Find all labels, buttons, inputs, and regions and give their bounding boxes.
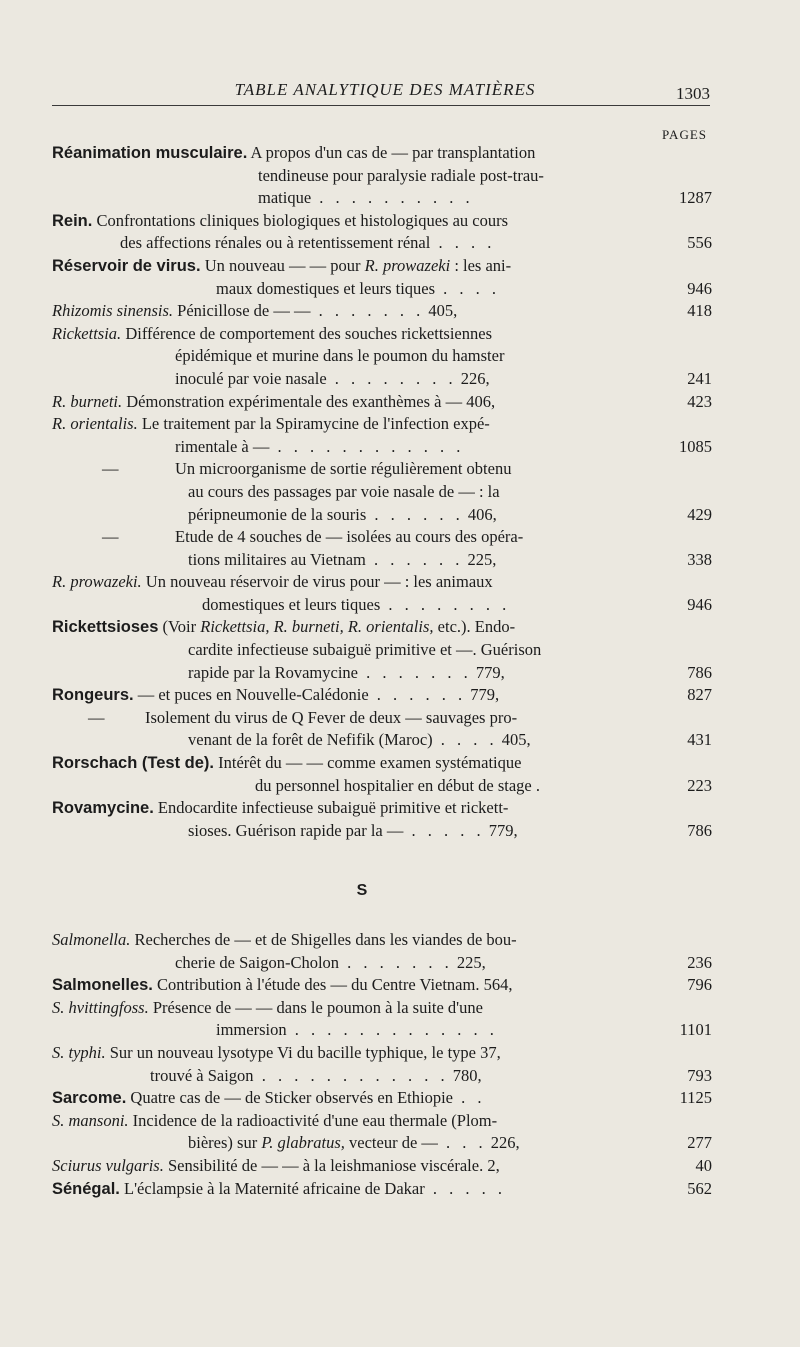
- index-entry: [52, 1087, 712, 1110]
- entry-heading: Rovamycine.: [52, 799, 154, 818]
- line-text: [52, 640, 541, 659]
- line-text: [52, 1111, 497, 1130]
- line-text: [52, 256, 511, 275]
- index-entry: [52, 142, 712, 210]
- leader-dots: . . . . . . . . . . . .: [253, 1065, 449, 1085]
- entry-text: Démonstration expérimentale des exanthèmes à — 406,: [122, 391, 496, 411]
- entry-line: [52, 1019, 712, 1042]
- page-reference: 429: [687, 504, 712, 524]
- line-text: [52, 953, 486, 972]
- entry-line: [52, 481, 712, 504]
- line-text: [52, 753, 521, 772]
- entry-text: tendineuse pour paralysie radiale post-trau-: [258, 165, 544, 185]
- entry-heading: Salmonelles.: [52, 976, 153, 995]
- line-text: [52, 143, 535, 162]
- italic-term: Rickettsia.: [52, 323, 122, 343]
- entry-text: — et puces en Nouvelle-Calédonie: [133, 685, 369, 705]
- leader-dots: . . . . . .: [366, 504, 464, 524]
- entry-line: [52, 436, 712, 459]
- line-text: [52, 211, 508, 230]
- entry-line: [52, 775, 712, 798]
- entry-text: au cours des passages par voie nasale de — : la: [188, 481, 500, 501]
- entry-text: tions militaires au Vietnam: [188, 549, 366, 569]
- index-entry: [52, 1042, 712, 1087]
- entry-text: Différence de comportement des souches rickettsiennes: [121, 323, 492, 343]
- entry-heading: Sénégal.: [52, 1179, 120, 1198]
- line-text: [52, 279, 500, 298]
- line-text: [52, 998, 483, 1017]
- index-entry: [52, 997, 712, 1042]
- entry-text: du personnel hospitalier en début de stage .: [255, 775, 541, 795]
- line-text: [52, 482, 500, 501]
- entry-text: etc.). Endo-: [433, 617, 516, 637]
- entry-text: Pénicillose de — —: [173, 301, 311, 321]
- entry-text: Un nouveau réservoir de virus pour — : les animaux: [141, 572, 493, 592]
- index-entry: [52, 526, 712, 571]
- line-text: [52, 392, 495, 411]
- entry-text: 779,: [484, 820, 518, 840]
- pages-column-label: PAGES: [662, 127, 707, 142]
- entry-text: 406,: [463, 504, 497, 524]
- index-entry: [52, 1178, 712, 1201]
- page-reference: 946: [687, 594, 712, 614]
- page-reference: 796: [687, 975, 712, 995]
- entry-text: —: [102, 527, 119, 547]
- italic-term: P. glabratus,: [261, 1133, 345, 1153]
- line-text: [52, 414, 490, 433]
- index-entry: [52, 413, 712, 458]
- entry-line: [52, 391, 712, 414]
- line-text: [52, 776, 540, 795]
- entry-text: L'éclampsie à la Maternité africaine de Dakar: [119, 1178, 425, 1198]
- line-text: [52, 708, 105, 727]
- leader-dots: . . . . . . . .: [380, 594, 511, 614]
- entry-text: 779,: [466, 685, 500, 705]
- line-text: [52, 1133, 520, 1152]
- leader-dots: . . . . . . . . . . . . .: [286, 1020, 498, 1040]
- entry-text: Isolement du virus de Q Fever de deux — sauvages pro-: [145, 707, 518, 727]
- line-text: [52, 550, 496, 569]
- entries-r: [52, 142, 712, 842]
- entry-text: 780,: [448, 1065, 482, 1085]
- entry-line: [52, 1065, 712, 1088]
- entry-line: [52, 255, 712, 278]
- entry-heading: Rorschach (Test de).: [52, 754, 214, 773]
- page-reference: 556: [687, 233, 712, 253]
- page-reference: 786: [687, 820, 712, 840]
- entry-line: [52, 729, 712, 752]
- line-text: [52, 346, 504, 365]
- italic-term: R. burneti.: [52, 391, 123, 411]
- entry-text: Incidence de la radioactivité d'une eau thermale (Plom-: [128, 1110, 498, 1130]
- line-text: [52, 1179, 506, 1198]
- entry-text: trouvé à Saigon: [150, 1065, 254, 1085]
- index-entry: [52, 974, 712, 997]
- entry-line: [52, 684, 712, 707]
- entry-text: vecteur de —: [344, 1133, 438, 1153]
- index-entry: [52, 797, 712, 842]
- entry-line: [52, 707, 712, 730]
- entry-text: 226,: [456, 368, 490, 388]
- entries-s: [52, 929, 712, 1200]
- entry-text: domestiques et leurs tiques: [202, 594, 381, 614]
- entry-text: Sensibilité de — — à la leishmaniose viscérale. 2,: [163, 1155, 500, 1175]
- page-header: [60, 76, 710, 106]
- entry-line: [52, 1132, 712, 1155]
- entry-text: 226,: [486, 1133, 520, 1153]
- leader-dots: . . . . . .: [365, 549, 464, 569]
- page-reference: 793: [687, 1065, 712, 1085]
- entry-line: [52, 952, 712, 975]
- entry-text: Intérêt du — — comme examen systématique: [213, 753, 522, 773]
- line-text: [52, 1088, 485, 1107]
- leader-dots: . . . . . . .: [339, 952, 453, 972]
- line-text: [52, 459, 119, 478]
- line-text: [52, 505, 497, 524]
- page-reference: 423: [687, 391, 712, 411]
- entry-text: Endocardite infectieuse subaiguë primitive et rickett-: [153, 798, 509, 818]
- entry-line: [52, 526, 712, 549]
- line-text: [52, 930, 517, 949]
- entry-line: [52, 929, 712, 952]
- entry-text: matique: [258, 188, 312, 208]
- page-reference: 562: [687, 1178, 712, 1198]
- entry-text: Confrontations cliniques biologiques et histologiques au cours: [92, 210, 509, 230]
- entry-line: [52, 549, 712, 572]
- entry-line: [52, 974, 712, 997]
- entry-text: bières) sur: [188, 1133, 262, 1153]
- entry-text: 405,: [424, 301, 458, 321]
- index-entry: [52, 255, 712, 300]
- subentry-text: [145, 707, 517, 730]
- italic-term: R. prowazeki.: [52, 572, 142, 592]
- page-reference: 1085: [679, 436, 712, 456]
- entry-text: péripneumonie de la souris: [188, 504, 367, 524]
- entry-text: Contribution à l'étude des — du Centre Vietnam. 564,: [152, 975, 513, 995]
- line-text: [52, 663, 505, 682]
- entry-line: [52, 142, 712, 165]
- entry-text: épidémique et murine dans le poumon du hamster: [175, 346, 505, 366]
- entry-line: [52, 504, 712, 527]
- entry-line: [52, 278, 712, 301]
- entry-text: —: [102, 459, 119, 479]
- entry-line: [52, 571, 712, 594]
- line-text: [52, 324, 492, 343]
- leader-dots: . . .: [437, 1133, 487, 1153]
- entry-line: [52, 1155, 712, 1178]
- index-entry: [52, 458, 712, 526]
- line-text: [52, 166, 544, 185]
- line-text: [52, 437, 464, 456]
- leader-dots: . . . . . . .: [357, 662, 472, 682]
- line-text: [52, 188, 474, 207]
- index-entry: [52, 210, 712, 255]
- leader-dots: . . . . .: [403, 820, 485, 840]
- index-entry: [52, 323, 712, 391]
- index-entry: [52, 684, 712, 707]
- line-text: [52, 301, 457, 320]
- entry-heading: Sarcome.: [52, 1089, 127, 1108]
- line-text: [52, 527, 119, 546]
- index-entries: [52, 142, 712, 1200]
- entry-text: rapide par la Rovamycine: [188, 662, 358, 682]
- entry-text: —: [88, 707, 105, 727]
- entry-text: immersion: [216, 1020, 287, 1040]
- index-entry: [52, 616, 712, 684]
- line-text: [52, 1043, 501, 1062]
- entry-line: [52, 797, 712, 820]
- page-reference: 786: [687, 662, 712, 682]
- index-entry: [52, 391, 712, 414]
- entry-line: [52, 368, 712, 391]
- page-reference: 1125: [679, 1088, 712, 1108]
- line-text: [52, 798, 508, 817]
- leader-dots: . .: [452, 1088, 486, 1108]
- index-entry: [52, 571, 712, 616]
- entry-line: [52, 345, 712, 368]
- line-text: [52, 975, 512, 994]
- line-text: [52, 617, 515, 636]
- italic-term: S. mansoni.: [52, 1110, 129, 1130]
- index-entry: [52, 707, 712, 752]
- entry-text: des affections rénales ou à retentissement rénal: [120, 233, 431, 253]
- page-reference: 338: [687, 549, 712, 569]
- entry-text: Un nouveau — — pour: [200, 255, 365, 275]
- italic-term: S. hvittingfoss.: [52, 997, 149, 1017]
- line-text: [52, 1156, 500, 1175]
- entry-text: 779,: [471, 662, 505, 682]
- index-entry: [52, 1155, 712, 1178]
- italic-term: Salmonella.: [52, 930, 131, 949]
- entry-line: [52, 210, 712, 233]
- entry-line: [52, 187, 712, 210]
- line-text: [52, 821, 518, 840]
- entry-text: Un microorganisme de sortie régulièrement obtenu: [175, 459, 512, 479]
- entry-line: [52, 616, 712, 639]
- entry-text: cherie de Saigon-Cholon: [175, 952, 340, 972]
- entry-text: 225,: [452, 952, 486, 972]
- entry-line: [52, 594, 712, 617]
- italic-term: S. typhi.: [52, 1042, 106, 1062]
- page-reference: 241: [687, 368, 712, 388]
- leader-dots: . . . . .: [424, 1178, 506, 1198]
- leader-dots: . . . . . . . . . .: [311, 188, 474, 208]
- index-entry: [52, 752, 712, 797]
- entry-text: Sur un nouveau lysotype Vi du bacille typhique, le type 37,: [105, 1042, 501, 1062]
- leader-dots: . . . . . . . .: [326, 368, 457, 388]
- entry-text: : les ani-: [450, 255, 512, 275]
- entry-line: [52, 1178, 712, 1201]
- entry-text: inoculé par voie nasale: [175, 368, 327, 388]
- running-title: TABLE ANALYTIQUE DES MATIÈRES: [234, 80, 536, 99]
- entry-heading: Rickettsioses: [52, 618, 159, 637]
- entry-text: A propos d'un cas de — par transplantation: [247, 143, 536, 162]
- index-entry: [52, 929, 712, 974]
- line-text: [52, 1066, 482, 1085]
- entry-line: [52, 413, 712, 436]
- entry-line: [52, 1110, 712, 1133]
- line-text: [52, 572, 493, 591]
- entry-text: Le traitement par la Spiramycine de l'infection expé-: [137, 414, 490, 434]
- entry-line: [52, 232, 712, 255]
- entry-line: [52, 323, 712, 346]
- leader-dots: . . . .: [432, 730, 498, 750]
- page-reference: 40: [695, 1155, 712, 1175]
- page-reference: 1287: [679, 188, 712, 208]
- entry-line: [52, 997, 712, 1020]
- entry-text: (Voir: [158, 617, 201, 637]
- leader-dots: . . . .: [430, 233, 496, 253]
- entry-line: [52, 165, 712, 188]
- entry-text: Etude de 4 souches de — isolées au cours des opéra-: [175, 527, 524, 547]
- entry-text: cardite infectieuse subaiguë primitive et —. Guérison: [188, 640, 542, 660]
- entry-text: 225,: [463, 549, 497, 569]
- page-reference: 827: [687, 685, 712, 705]
- line-text: [52, 369, 490, 388]
- entry-heading: Réanimation musculaire.: [52, 144, 248, 162]
- page-reference: 277: [687, 1133, 712, 1153]
- entry-text: maux domestiques et leurs tiques: [216, 278, 436, 298]
- leader-dots: . . . .: [435, 278, 501, 298]
- leader-dots: . . . . . . .: [310, 301, 425, 321]
- entry-text: 405,: [497, 730, 531, 750]
- line-text: [52, 595, 510, 614]
- entry-heading: Rein.: [52, 211, 93, 230]
- page-reference: 946: [687, 278, 712, 298]
- entry-line: [52, 820, 712, 843]
- page-reference: 418: [687, 301, 712, 321]
- entry-text: Recherches de — et de Shigelles dans les viandes de bou-: [130, 930, 517, 949]
- entry-text: venant de la forêt de Nefifik (Maroc): [188, 730, 433, 750]
- entry-line: [52, 639, 712, 662]
- page-number: 1303: [676, 84, 710, 103]
- page-reference: 236: [687, 952, 712, 972]
- entry-text: Présence de — — dans le poumon à la suite d'une: [148, 997, 483, 1017]
- entry-text: sioses. Guérison rapide par la —: [188, 820, 404, 840]
- entry-heading: Rongeurs.: [52, 686, 134, 705]
- index-entry: [52, 1110, 712, 1155]
- subentry-text: [175, 458, 511, 481]
- italic-term: Rhizomis sinensis.: [52, 301, 174, 321]
- page-reference: 431: [687, 730, 712, 750]
- index-entry: [52, 300, 712, 323]
- leader-dots: . . . . . . . . . . . .: [269, 436, 465, 456]
- entry-line: [52, 1087, 712, 1110]
- entry-line: [52, 1042, 712, 1065]
- entry-text: Quatre cas de — de Sticker observés en Ethiopie: [126, 1088, 453, 1108]
- italic-term: Sciurus vulgaris.: [52, 1155, 164, 1175]
- line-text: [52, 730, 531, 749]
- entry-text: rimentale à —: [175, 436, 270, 456]
- page-reference: 223: [687, 775, 712, 795]
- entry-line: [52, 752, 712, 775]
- page-reference: 1101: [679, 1020, 712, 1040]
- entry-line: [52, 300, 712, 323]
- entry-line: [52, 662, 712, 685]
- italic-term: R. orientalis.: [52, 414, 138, 434]
- line-text: [52, 685, 499, 704]
- entry-heading: Réservoir de virus.: [52, 256, 201, 275]
- line-text: [52, 1020, 498, 1039]
- leader-dots: . . . . . .: [368, 685, 467, 705]
- italic-term: Rickettsia, R. burneti, R. orientalis,: [200, 617, 434, 637]
- header-rule: [52, 105, 710, 106]
- entry-line: [52, 458, 712, 481]
- section-letter: S: [356, 882, 368, 900]
- subentry-text: [175, 526, 523, 549]
- line-text: [52, 233, 495, 252]
- italic-term: R. prowazeki: [364, 255, 451, 275]
